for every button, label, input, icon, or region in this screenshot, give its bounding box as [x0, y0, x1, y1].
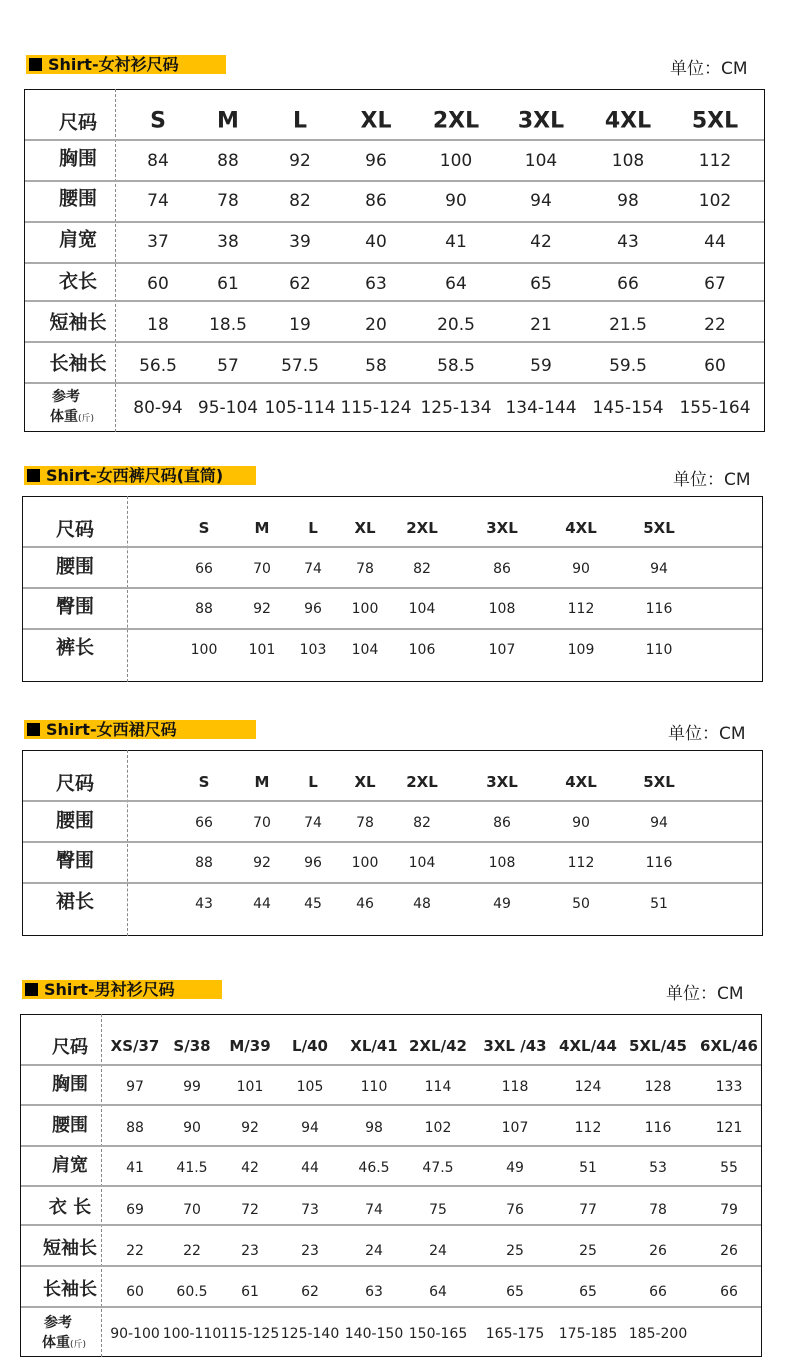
measurement-cell: 23: [241, 1243, 259, 1259]
measurement-cell: 86: [493, 815, 511, 831]
row-divider: [23, 800, 762, 802]
weight-cell: 115-124: [340, 398, 412, 418]
measurement-cell: 37: [147, 232, 169, 252]
size-header: XL/41: [350, 1037, 398, 1055]
measurement-cell: 74: [304, 561, 322, 577]
measurement-cell: 78: [649, 1202, 667, 1218]
row-divider: [23, 587, 762, 589]
size-header: 2XL: [406, 773, 438, 791]
header-label: 尺码: [55, 518, 95, 541]
square-bullet-icon: [27, 723, 40, 736]
row-divider: [21, 1185, 761, 1187]
measurement-cell: 116: [644, 1120, 672, 1136]
table-title: [26, 55, 226, 74]
measurement-cell: 110: [645, 642, 673, 658]
row-divider: [25, 382, 764, 384]
measurement-cell: 66: [720, 1284, 738, 1300]
row-label: 腰围: [55, 809, 95, 832]
size-header: L: [308, 519, 318, 537]
measurement-cell: 65: [506, 1284, 524, 1300]
size-header: M: [217, 108, 239, 134]
size-header: 5XL: [643, 519, 675, 537]
measurement-cell: 88: [126, 1120, 144, 1136]
row-label: 腰围: [58, 187, 98, 210]
measurement-cell: 25: [579, 1243, 597, 1259]
size-header: XL: [354, 773, 376, 791]
size-header: XL: [360, 108, 392, 134]
measurement-cell: 118: [501, 1079, 529, 1095]
weight-cell: 165-175: [485, 1326, 545, 1342]
column-divider: [127, 496, 128, 682]
measurement-cell: 90: [183, 1120, 201, 1136]
measurement-cell: 112: [567, 601, 595, 617]
measurement-cell: 108: [611, 151, 645, 171]
row-label: 短袖长: [43, 1238, 97, 1259]
measurement-cell: 99: [183, 1079, 201, 1095]
measurement-cell: 108: [488, 855, 516, 871]
size-header: S: [198, 773, 210, 791]
size-header: 3XL: [517, 108, 565, 134]
measurement-cell: 104: [408, 855, 436, 871]
measurement-cell: 63: [365, 274, 387, 294]
header-label: 尺码: [52, 1037, 88, 1058]
size-header: 2XL/42: [409, 1037, 467, 1055]
measurement-cell: 60.5: [176, 1284, 208, 1300]
measurement-cell: 22: [704, 315, 726, 335]
row-label: 长袖长: [43, 1279, 97, 1300]
measurement-cell: 58.5: [437, 356, 475, 376]
weight-unit: (斤): [77, 414, 95, 424]
unit-label: 单位：CM: [670, 59, 748, 79]
measurement-cell: 133: [715, 1079, 743, 1095]
measurement-cell: 94: [301, 1120, 319, 1136]
measurement-cell: 92: [253, 855, 271, 871]
row-label: 胸围: [58, 147, 98, 170]
measurement-cell: 102: [698, 191, 732, 211]
measurement-cell: 79: [720, 1202, 738, 1218]
measurement-cell: 55: [720, 1160, 738, 1176]
measurement-cell: 96: [304, 855, 322, 871]
row-divider: [23, 628, 762, 630]
size-header: 6XL/46: [700, 1037, 758, 1055]
size-header: S: [150, 108, 166, 134]
row-label: 短袖长: [49, 311, 107, 334]
measurement-cell: 97: [126, 1079, 144, 1095]
measurement-cell: 121: [715, 1120, 743, 1136]
row-label: 肩宽: [58, 228, 98, 251]
size-header: 4XL: [565, 519, 597, 537]
weight-label-line2: [50, 406, 94, 426]
weight-cell: 95-104: [197, 398, 259, 418]
measurement-cell: 38: [217, 232, 239, 252]
measurement-cell: 108: [488, 601, 516, 617]
row-label: 衣 长: [48, 1197, 92, 1218]
measurement-cell: 84: [147, 151, 169, 171]
square-bullet-icon: [25, 983, 38, 996]
table-title-text: Shirt-男衬衫尺码: [44, 980, 175, 999]
measurement-cell: 107: [501, 1120, 529, 1136]
measurement-cell: 86: [365, 191, 387, 211]
weight-label-text: 体重: [49, 409, 78, 425]
measurement-cell: 94: [650, 561, 668, 577]
measurement-cell: 63: [365, 1284, 383, 1300]
weight-cell: 134-144: [505, 398, 577, 418]
measurement-cell: 65: [530, 274, 552, 294]
measurement-cell: 104: [351, 642, 379, 658]
size-header: L: [308, 773, 318, 791]
measurement-cell: 82: [413, 815, 431, 831]
size-header: XL: [354, 519, 376, 537]
size-header: 4XL: [604, 108, 652, 134]
measurement-cell: 100: [190, 642, 218, 658]
measurement-cell: 70: [253, 815, 271, 831]
measurement-cell: 67: [704, 274, 726, 294]
row-divider: [25, 262, 764, 264]
weight-cell: 140-150: [344, 1326, 404, 1342]
measurement-cell: 82: [289, 191, 311, 211]
size-header: S/38: [173, 1037, 211, 1055]
measurement-cell: 92: [289, 151, 311, 171]
measurement-cell: 44: [704, 232, 726, 252]
measurement-cell: 23: [301, 1243, 319, 1259]
measurement-cell: 43: [195, 896, 213, 912]
weight-label-line2: [42, 1332, 86, 1352]
measurement-cell: 59.5: [609, 356, 647, 376]
size-header: L/40: [292, 1037, 328, 1055]
measurement-cell: 19: [289, 315, 311, 335]
measurement-cell: 88: [217, 151, 239, 171]
measurement-cell: 96: [365, 151, 387, 171]
measurement-cell: 100: [351, 601, 379, 617]
measurement-cell: 98: [617, 191, 639, 211]
measurement-cell: 70: [183, 1202, 201, 1218]
size-header: M: [254, 519, 270, 537]
measurement-cell: 24: [365, 1243, 383, 1259]
measurement-cell: 22: [126, 1243, 144, 1259]
column-divider: [127, 750, 128, 936]
measurement-cell: 40: [365, 232, 387, 252]
weight-cell: 80-94: [133, 398, 183, 418]
measurement-cell: 43: [617, 232, 639, 252]
measurement-cell: 49: [493, 896, 511, 912]
row-label: 腰围: [52, 1115, 88, 1136]
measurement-cell: 59: [530, 356, 552, 376]
row-divider: [21, 1145, 761, 1147]
measurement-cell: 42: [241, 1160, 259, 1176]
measurement-cell: 74: [365, 1202, 383, 1218]
measurement-cell: 78: [356, 561, 374, 577]
table-title: [22, 980, 222, 999]
measurement-cell: 101: [248, 642, 276, 658]
measurement-cell: 104: [524, 151, 558, 171]
measurement-cell: 47.5: [422, 1160, 454, 1176]
measurement-cell: 61: [241, 1284, 259, 1300]
size-header: 4XL/44: [559, 1037, 617, 1055]
measurement-cell: 112: [567, 855, 595, 871]
weight-cell: 100-110: [162, 1326, 222, 1342]
row-divider: [21, 1224, 761, 1226]
measurement-cell: 76: [506, 1202, 524, 1218]
unit-label: 单位：CM: [668, 724, 746, 744]
measurement-cell: 60: [126, 1284, 144, 1300]
table-title-text: Shirt-女衬衫尺码: [48, 55, 179, 74]
measurement-cell: 110: [360, 1079, 388, 1095]
row-divider: [21, 1104, 761, 1106]
size-header: L: [292, 108, 308, 134]
measurement-cell: 49: [506, 1160, 524, 1176]
measurement-cell: 60: [147, 274, 169, 294]
square-bullet-icon: [29, 58, 42, 71]
measurement-cell: 107: [488, 642, 516, 658]
measurement-cell: 39: [289, 232, 311, 252]
measurement-cell: 73: [301, 1202, 319, 1218]
weight-cell: 90-100: [110, 1326, 160, 1342]
row-divider: [25, 341, 764, 343]
row-label: 肩宽: [52, 1155, 88, 1176]
weight-label-text: 体重: [41, 1335, 70, 1351]
weight-cell: 125-140: [280, 1326, 340, 1342]
measurement-cell: 46: [356, 896, 374, 912]
measurement-cell: 70: [253, 561, 271, 577]
measurement-cell: 77: [579, 1202, 597, 1218]
size-header: 5XL: [643, 773, 675, 791]
unit-label: 单位：CM: [673, 470, 751, 490]
measurement-cell: 86: [493, 561, 511, 577]
measurement-cell: 69: [126, 1202, 144, 1218]
weight-label-line1: 参考: [44, 1315, 72, 1331]
measurement-cell: 114: [424, 1079, 452, 1095]
row-divider: [21, 1306, 761, 1308]
measurement-cell: 48: [413, 896, 431, 912]
measurement-cell: 66: [195, 815, 213, 831]
measurement-cell: 112: [574, 1120, 602, 1136]
row-divider: [25, 300, 764, 302]
row-label: 胸围: [52, 1074, 88, 1095]
measurement-cell: 61: [217, 274, 239, 294]
table-title-text: Shirt-女西裙尺码: [46, 720, 177, 739]
table-title: [24, 466, 256, 485]
measurement-cell: 100: [351, 855, 379, 871]
measurement-cell: 116: [645, 601, 673, 617]
measurement-cell: 50: [572, 896, 590, 912]
measurement-cell: 60: [704, 356, 726, 376]
measurement-cell: 102: [424, 1120, 452, 1136]
unit-label: 单位：CM: [666, 984, 744, 1004]
measurement-cell: 51: [579, 1160, 597, 1176]
row-label: 臀围: [55, 595, 95, 618]
measurement-cell: 64: [445, 274, 467, 294]
measurement-cell: 106: [408, 642, 436, 658]
measurement-cell: 103: [299, 642, 327, 658]
row-divider: [21, 1265, 761, 1267]
measurement-cell: 44: [301, 1160, 319, 1176]
table-title: [24, 720, 256, 739]
row-divider: [25, 139, 764, 141]
measurement-cell: 41: [126, 1160, 144, 1176]
measurement-cell: 82: [413, 561, 431, 577]
row-label: 长袖长: [49, 352, 107, 375]
measurement-cell: 101: [236, 1079, 264, 1095]
row-divider: [23, 841, 762, 843]
measurement-cell: 74: [304, 815, 322, 831]
measurement-cell: 88: [195, 855, 213, 871]
measurement-cell: 92: [253, 601, 271, 617]
row-label: 臀围: [55, 849, 95, 872]
measurement-cell: 66: [195, 561, 213, 577]
weight-cell: 175-185: [558, 1326, 618, 1342]
weight-cell: 115-125: [220, 1326, 280, 1342]
measurement-cell: 58: [365, 356, 387, 376]
weight-cell: 145-154: [592, 398, 664, 418]
measurement-cell: 78: [217, 191, 239, 211]
measurement-cell: 18.5: [209, 315, 247, 335]
size-header: M/39: [229, 1037, 271, 1055]
row-divider: [23, 546, 762, 548]
measurement-cell: 94: [530, 191, 552, 211]
measurement-cell: 66: [617, 274, 639, 294]
size-header: 3XL: [486, 773, 518, 791]
measurement-cell: 128: [644, 1079, 672, 1095]
square-bullet-icon: [27, 469, 40, 482]
measurement-cell: 21.5: [609, 315, 647, 335]
row-label: 衣长: [58, 270, 98, 293]
measurement-cell: 62: [301, 1284, 319, 1300]
measurement-cell: 21: [530, 315, 552, 335]
size-header: XS/37: [110, 1037, 160, 1055]
measurement-cell: 74: [147, 191, 169, 211]
row-divider: [23, 882, 762, 884]
size-header: 2XL: [406, 519, 438, 537]
measurement-cell: 75: [429, 1202, 447, 1218]
measurement-cell: 20: [365, 315, 387, 335]
measurement-cell: 18: [147, 315, 169, 335]
measurement-cell: 44: [253, 896, 271, 912]
weight-cell: 185-200: [628, 1326, 688, 1342]
measurement-cell: 64: [429, 1284, 447, 1300]
measurement-cell: 20.5: [437, 315, 475, 335]
measurement-cell: 90: [572, 815, 590, 831]
measurement-cell: 65: [579, 1284, 597, 1300]
measurement-cell: 105: [296, 1079, 324, 1095]
table-title-text: Shirt-女西裤尺码(直筒): [46, 466, 224, 485]
weight-cell: 125-134: [420, 398, 492, 418]
measurement-cell: 45: [304, 896, 322, 912]
row-divider: [25, 221, 764, 223]
row-label: 裤长: [55, 636, 95, 659]
size-header: 3XL: [486, 519, 518, 537]
header-label: 尺码: [55, 772, 95, 795]
row-label: 腰围: [55, 555, 95, 578]
size-header: 4XL: [565, 773, 597, 791]
measurement-cell: 92: [241, 1120, 259, 1136]
row-label: 裙长: [55, 890, 95, 913]
weight-cell: 105-114: [264, 398, 336, 418]
size-header: M: [254, 773, 270, 791]
measurement-cell: 24: [429, 1243, 447, 1259]
size-header: 2XL: [432, 108, 480, 134]
measurement-cell: 41.5: [176, 1160, 208, 1176]
measurement-cell: 78: [356, 815, 374, 831]
measurement-cell: 26: [720, 1243, 738, 1259]
size-header: 3XL /43: [483, 1037, 547, 1055]
size-header: 5XL: [691, 108, 739, 134]
measurement-cell: 56.5: [139, 356, 177, 376]
size-header: S: [198, 519, 210, 537]
size-header: 5XL/45: [629, 1037, 687, 1055]
measurement-cell: 94: [650, 815, 668, 831]
measurement-cell: 124: [574, 1079, 602, 1095]
weight-cell: 150-165: [408, 1326, 468, 1342]
measurement-cell: 25: [506, 1243, 524, 1259]
measurement-cell: 98: [365, 1120, 383, 1136]
row-divider: [21, 1064, 761, 1066]
measurement-cell: 104: [408, 601, 436, 617]
measurement-cell: 88: [195, 601, 213, 617]
row-divider: [25, 180, 764, 182]
weight-unit: (斤): [69, 1340, 87, 1350]
measurement-cell: 90: [445, 191, 467, 211]
measurement-cell: 57.5: [281, 356, 319, 376]
measurement-cell: 51: [650, 896, 668, 912]
weight-cell: 155-164: [679, 398, 751, 418]
measurement-cell: 96: [304, 601, 322, 617]
weight-label-line1: 参考: [52, 389, 80, 405]
measurement-cell: 112: [698, 151, 732, 171]
measurement-cell: 100: [439, 151, 473, 171]
measurement-cell: 42: [530, 232, 552, 252]
measurement-cell: 41: [445, 232, 467, 252]
measurement-cell: 66: [649, 1284, 667, 1300]
measurement-cell: 22: [183, 1243, 201, 1259]
measurement-cell: 26: [649, 1243, 667, 1259]
header-label: 尺码: [58, 111, 98, 134]
measurement-cell: 53: [649, 1160, 667, 1176]
measurement-cell: 116: [645, 855, 673, 871]
measurement-cell: 109: [567, 642, 595, 658]
measurement-cell: 90: [572, 561, 590, 577]
measurement-cell: 62: [289, 274, 311, 294]
measurement-cell: 46.5: [358, 1160, 390, 1176]
measurement-cell: 72: [241, 1202, 259, 1218]
measurement-cell: 57: [217, 356, 239, 376]
